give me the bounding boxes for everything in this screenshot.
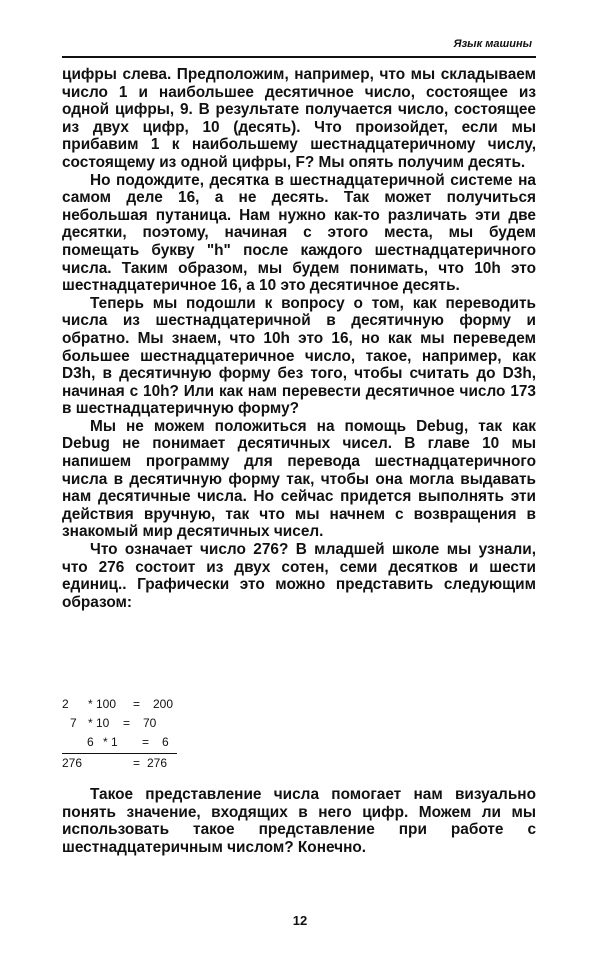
paragraph-3: Теперь мы подошли к вопросу о том, как переводить числа из шестнадцатеричной в десятичную форму и обратно. Мы знаем, что 10h это 16, но как мы переведем большее шестнадцатеричное число, такое, например, как D3h, в десятичную форму без того, чтобы считать до D3h, начиная с 10h? Или как нам перевести десятичное число 173 в шестнадцатеричную форму? (62, 294, 536, 418)
place-value-calculation (62, 697, 212, 775)
calc-multiplier: * 1 (103, 735, 118, 749)
calc-total-number: 276 (62, 756, 83, 770)
calc-equals: = (133, 756, 141, 770)
running-header: Язык машины (453, 38, 532, 50)
calc-multiplier: * 100 (88, 697, 117, 711)
closing-text (62, 786, 536, 856)
paragraph-1: цифры слева. Предположим, например, что мы складываем число 1 и наибольшее десятичное число, состоящее из одной цифры, 9. В результате получается число, состоящее из двух цифр, 10 (десять). Что произойдет, если мы прибавим 1 к наибольшему шестнадцатеричному числу, состоящему из одной цифры, F? Мы опять получим десять. (62, 66, 536, 171)
paragraph-2: Но подождите, десятка в шестнадцатеричной системе на самом деле 16, а не десять. Так может получиться небольшая путаница. Нам нужно как-то различать эти две десятки, поэтому, начиная с этого места, мы будем помещать букву "h" после каждого шестнадцатеричного числа. Таким образом, мы будем понимать, что 10h это шестнадцатеричное 16, а 10 это десятичное десять. (62, 171, 536, 295)
calc-total-result: 276 (147, 756, 168, 770)
calc-result: 70 (143, 716, 157, 730)
paragraph-5: Что означает число 276? В младшей школе мы узнали, что 276 состоит из двух сотен, семи десятков и шести единиц.. Графически это можно представить следующим образом: (62, 541, 536, 611)
calc-equals: = (123, 716, 131, 730)
calc-row-total (62, 756, 212, 775)
paragraph-4: Мы не можем положиться на помощь Debug, так как Debug не понимает десятичных чисел. В главе 10 мы напишем программу для перевода шестнадцатеричного числа в десятичную форму так, чтобы она могла выдавать нам десятичные числа. Но сейчас придется выполнять эти действия вручную, так что мы начнем с возвращения в знакомый мир десятичных чисел. (62, 417, 536, 541)
calc-row-ones (62, 735, 212, 754)
page-number: 12 (292, 913, 308, 928)
calc-result: 200 (153, 697, 174, 711)
calc-equals: = (133, 697, 141, 711)
body-text (62, 66, 536, 611)
calc-equals: = (142, 735, 150, 749)
calc-multiplier: * 10 (88, 716, 110, 730)
header-rule (62, 56, 536, 58)
calc-digit: 6 (87, 735, 94, 749)
calc-digit: 7 (70, 716, 77, 730)
calc-row-tens (62, 716, 212, 735)
paragraph-6: Такое представление числа помогает нам визуально понять значение, входящих в него цифр. Можем ли мы использовать такое представление при работе с шестнадцатеричным числом? Конечно. (62, 786, 536, 856)
calc-result: 6 (162, 735, 169, 749)
sum-rule (62, 753, 177, 754)
calc-digit: 2 (62, 697, 69, 711)
calc-row-hundreds (62, 697, 212, 716)
